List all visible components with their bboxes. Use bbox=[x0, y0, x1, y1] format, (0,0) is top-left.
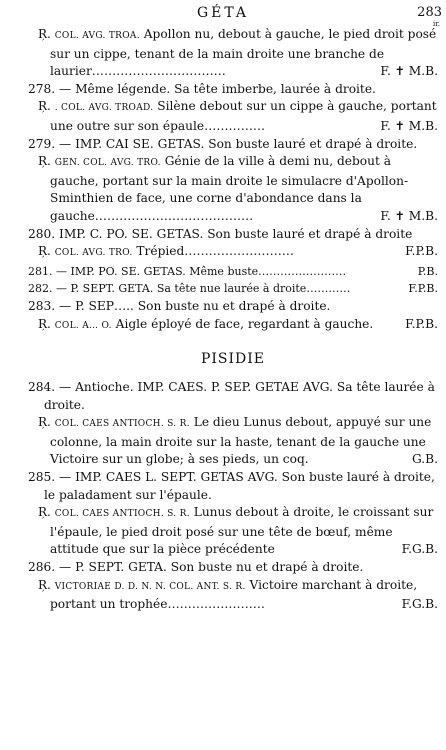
numbered-entry bbox=[28, 263, 438, 281]
entry-number: 281. bbox=[28, 264, 53, 278]
numbered-entry bbox=[28, 298, 438, 316]
coin-legend: GEN. COL. AVG. TRO. bbox=[54, 158, 161, 169]
reverse-entry bbox=[28, 504, 438, 559]
reverse-entry bbox=[28, 316, 438, 336]
reverse-entry bbox=[28, 153, 438, 225]
reverse-symbol: Ŗ. bbox=[38, 154, 51, 169]
entry-reference: F.P.B. bbox=[405, 244, 438, 259]
entry-text: Le dieu Lunus debout, appuyé sur une colonne, la main droite sur la haste, tenant de la gauche une Victoire sur un globe; à ses pieds, un coq. bbox=[50, 415, 432, 467]
entry-reference: F.P.B. bbox=[405, 316, 438, 331]
entry-text: Victoire marchant à droite, portant un trophée…………………… bbox=[50, 577, 418, 612]
entry-text: Génie de la ville à demi nu, debout à gauche, portant sur la main droite le simulacre d'Apollon-Sminthien de face, une corne d'abondance dans la gauche………………………………… bbox=[50, 154, 409, 223]
entry-reference: F. ✝ M.B. bbox=[380, 208, 438, 223]
reverse-symbol: Ŗ. bbox=[38, 316, 51, 331]
entry-number: 286. bbox=[28, 560, 56, 575]
entry-number: 285. bbox=[28, 470, 56, 485]
entry-text: Apollon nu, debout à gauche, le pied droit posé sur un cippe, tenant de la main droite une branche de laurier…………………………… bbox=[50, 27, 437, 79]
numbered-entry bbox=[28, 469, 438, 504]
numbered-entry bbox=[28, 379, 438, 414]
entry-text: Aigle éployé de face, regardant à gauche. bbox=[115, 316, 374, 331]
entry-reference: G.B. bbox=[411, 452, 438, 467]
entry-text: — Même légende. Sa tête imberbe, laurée à droite. bbox=[59, 81, 376, 96]
reverse-symbol: Ŗ. bbox=[38, 99, 51, 114]
entry-text: — Antioche. IMP. CAES. P. SEP. GETAE AVG. Sa tête laurée à droite. bbox=[44, 380, 435, 412]
numbered-entry bbox=[28, 81, 438, 99]
entry-text: — P. SEPT. GETA. Sa tête nue laurée à droite………… bbox=[56, 282, 351, 296]
entry-number: 279. bbox=[28, 136, 56, 151]
reverse-symbol: Ŗ. bbox=[38, 415, 51, 430]
coin-legend: COL. AVG. TROA. bbox=[54, 31, 140, 41]
entry-reference: F. ✝ M.B. bbox=[380, 64, 438, 79]
running-header bbox=[0, 5, 446, 28]
catalogue-entries bbox=[28, 26, 438, 614]
entry-reference: P.B. bbox=[417, 264, 438, 278]
numbered-entry bbox=[28, 136, 438, 154]
entry-text: — IMP. PO. SE. GETAS. Même buste…………………… bbox=[56, 264, 347, 278]
entry-text: IMP. C. PO. SE. GETAS. Son buste lauré et drapé à droite bbox=[59, 226, 413, 241]
entry-reference: F.P.B. bbox=[408, 282, 438, 296]
reverse-symbol: Ŗ. bbox=[38, 27, 51, 41]
coin-legend: COL. A… O. bbox=[54, 320, 112, 331]
section-title: PISIDIE bbox=[200, 351, 266, 368]
entry-reference: F.G.B. bbox=[401, 542, 438, 557]
coin-legend: VICTORIAE D. D. N. N. COL. ANT. S. R. bbox=[54, 581, 246, 592]
entry-text: Trépied……………………… bbox=[136, 244, 294, 259]
entry-text: — IMP. CAES L. SEPT. GETAS AVG. Son buste lauré à droite, le paladament sur l'épaule. bbox=[44, 470, 435, 502]
page-header-title: GÉTA bbox=[196, 5, 250, 21]
numbered-entry bbox=[28, 280, 438, 298]
coin-legend: COL. CAES ANTIOCH. S. R. bbox=[54, 509, 190, 520]
entry-text: — IMP. CAI SE. GETAS. Son buste lauré et drapé à droite. bbox=[59, 136, 418, 151]
entry-text: — P. SEPT. GETA. Son buste nu et drapé à droite. bbox=[59, 560, 364, 575]
entry-number: 282. bbox=[28, 282, 53, 296]
coin-legend: COL. AVG. TRO. bbox=[54, 248, 133, 259]
entry-text: Silène debout sur un cippe à gauche, portant une outre sur son épaule…………… bbox=[50, 99, 437, 133]
reverse-entry bbox=[28, 26, 438, 81]
numbered-entry bbox=[28, 226, 438, 244]
entry-text: Lunus debout à droite, le croissant sur l'épaule, le pied droit posé sur une tête de bœuf, même attitude que sur la pièce précédente bbox=[50, 505, 434, 557]
reverse-symbol: Ŗ. bbox=[38, 577, 51, 592]
reverse-entry bbox=[28, 577, 438, 614]
reverse-entry bbox=[28, 243, 438, 263]
entry-reference: F. ✝ M.B. bbox=[380, 118, 438, 133]
page-number: 283 bbox=[417, 5, 442, 20]
entry-number: 280. bbox=[28, 226, 56, 241]
entry-number: 283. bbox=[28, 298, 56, 313]
entry-number: 284. bbox=[28, 380, 56, 395]
reverse-symbol: Ŗ. bbox=[38, 244, 51, 259]
coin-legend: COL. CAES ANTIOCH. S. R. bbox=[54, 419, 190, 430]
entry-reference: F.G.B. bbox=[401, 597, 438, 612]
reverse-entry bbox=[28, 414, 438, 469]
entry-text: — P. SEP….. Son buste nu et drapé à droite. bbox=[59, 298, 331, 313]
numbered-entry bbox=[28, 559, 438, 577]
reverse-entry bbox=[28, 98, 438, 135]
signature-mark: ir. bbox=[432, 20, 440, 28]
entry-number: 278. bbox=[28, 81, 56, 96]
coin-legend: . COL. AVG. TROAD. bbox=[54, 103, 154, 114]
reverse-symbol: Ŗ. bbox=[38, 505, 51, 520]
